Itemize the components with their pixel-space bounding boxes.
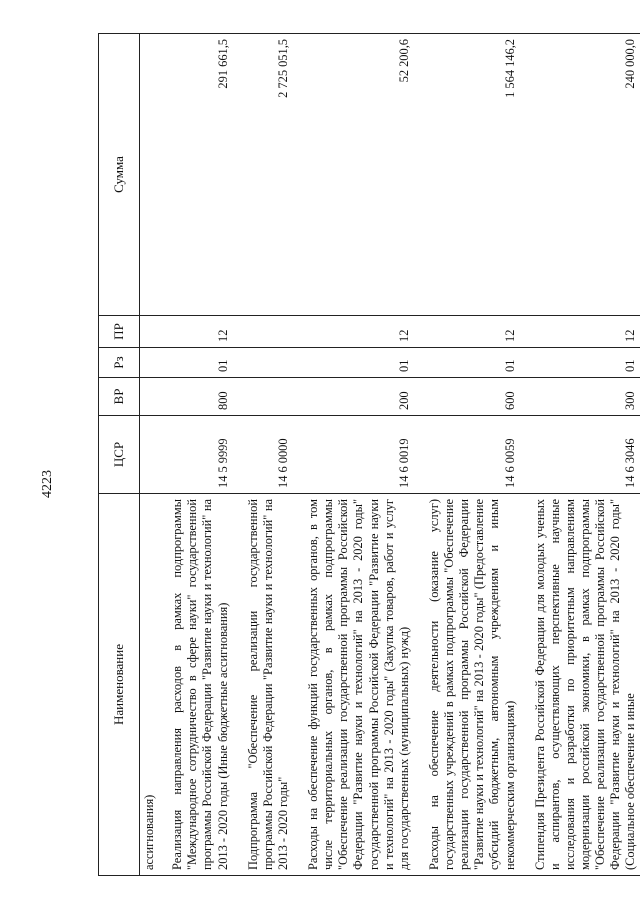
cell-pr: 12 bbox=[530, 316, 640, 348]
cell-pr: 12 bbox=[303, 316, 424, 348]
cell-vr: 800 bbox=[167, 378, 243, 416]
cell-vr: 600 bbox=[424, 378, 530, 416]
table-header-row bbox=[99, 34, 140, 876]
cell-sum: 52 200,6 bbox=[303, 34, 424, 316]
cell-csr: 14 6 0000 bbox=[243, 416, 303, 494]
header-name: Наименование bbox=[99, 494, 140, 876]
cell-name: Реализация направления расходов в рамках подпрограммы "Международное сотрудничество в сфере науки" государственной программы Российской Федерации "Развитие науки и технологий" на 2013 - 2020 годы (Иные бюджетные ассигнования) bbox=[167, 494, 243, 876]
cell-csr: 14 6 3046 bbox=[530, 416, 640, 494]
table-row bbox=[167, 34, 243, 876]
cell-sum: 291 661,5 bbox=[167, 34, 243, 316]
cell-csr: 14 6 0059 bbox=[424, 416, 530, 494]
table-row bbox=[243, 34, 303, 876]
cell-rz: 01 bbox=[167, 348, 243, 378]
cell-sum: 1 564 146,2 bbox=[424, 34, 530, 316]
table-row bbox=[303, 34, 424, 876]
header-rz: Рз bbox=[99, 348, 140, 378]
rotated-page bbox=[98, 34, 638, 876]
budget-table bbox=[98, 33, 640, 876]
cell-pr: 12 bbox=[424, 316, 530, 348]
header-vr: ВР bbox=[99, 378, 140, 416]
cell-rz: 01 bbox=[530, 348, 640, 378]
cell-vr: 300 bbox=[530, 378, 640, 416]
cell-csr: 14 5 9999 bbox=[167, 416, 243, 494]
table-row bbox=[424, 34, 530, 876]
table-row-continuation bbox=[140, 34, 168, 876]
cell-name: Подпрограмма "Обеспечение реализации государственной программы Российской Федерации "Развитие науки и технологий" на 2013 - 2020 годы" bbox=[243, 494, 303, 876]
cell-vr bbox=[243, 378, 303, 416]
cell-name: Расходы на обеспечение функций государственных органов, в том числе территориальных органов, в рамках подпрограммы "Обеспечение реализации государственной программы Российской Федерации "Развитие науки и технологий" на 2013 - 2020 годы" государственной программы Российской Федерации "Развитие науки и технологий" на 2013 - 2020 годы" (Закупка товаров, работ и услуг для государственных (муниципальных) нужд) bbox=[303, 494, 424, 876]
cell-name: Расходы на обеспечение деятельности (оказание услуг) государственных учреждений в рамках подпрограммы "Обеспечение реализации государственной программы Российской Федерации "Развитие науки и технологий" на 2013 - 2020 годы" (Предоставление субсидий бюджетным, автономным учреждениям и иным некоммерческим организациям) bbox=[424, 494, 530, 876]
cell-rz: 01 bbox=[303, 348, 424, 378]
cell-continuation: ассигнования) bbox=[140, 494, 168, 876]
table-row bbox=[530, 34, 640, 876]
cell-rz: 01 bbox=[424, 348, 530, 378]
page-number: 4223 bbox=[40, 470, 55, 498]
header-csr: ЦСР bbox=[99, 416, 140, 494]
header-sum: Сумма bbox=[99, 34, 140, 316]
header-pr: ПР bbox=[99, 316, 140, 348]
cell-csr: 14 6 0019 bbox=[303, 416, 424, 494]
cell-vr: 200 bbox=[303, 378, 424, 416]
cell-rz bbox=[243, 348, 303, 378]
cell-pr: 12 bbox=[167, 316, 243, 348]
cell-sum: 240 000,0 bbox=[530, 34, 640, 316]
cell-pr bbox=[243, 316, 303, 348]
cell-name: Стипендия Президента Российской Федерации для молодых ученых и аспирантов, осуществляющих перспективные научные исследования и разработки по приоритетным направлениям модернизации российской экономики, в рамках подпрограммы "Обеспечение реализации государственной программы Российской Федерации "Развитие науки и технологий" на 2013 - 2020 годы" (Социальное обеспечение и иные bbox=[530, 494, 640, 876]
cell-sum: 2 725 051,5 bbox=[243, 34, 303, 316]
